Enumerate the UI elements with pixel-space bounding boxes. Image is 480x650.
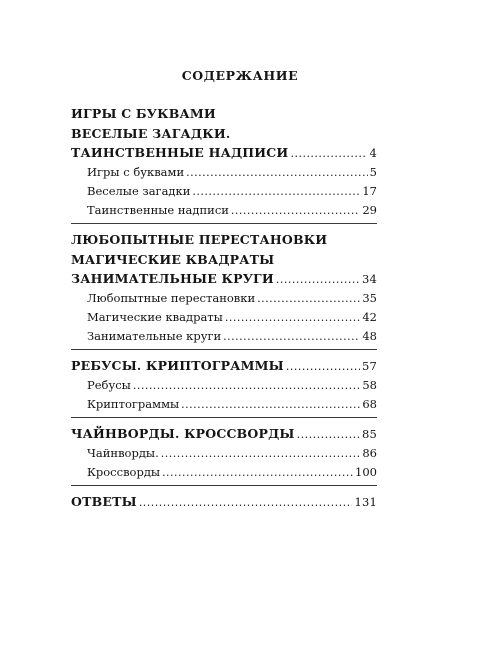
entry-label: Занимательные круги [87,329,222,343]
page-number: 100 [355,465,377,479]
dot-leader [133,376,361,395]
page-number: 17 [362,184,377,198]
toc-entry[interactable] [71,327,377,346]
table-of-contents [71,104,377,512]
toc-entry[interactable] [71,444,377,463]
entry-label: Игры с буквами [87,165,185,179]
toc-section [71,492,377,512]
toc-section [71,424,377,482]
section-divider [71,485,377,486]
toc-entry[interactable] [71,376,377,395]
toc-entry-section[interactable] [71,424,377,444]
toc-entry[interactable] [71,163,377,182]
dot-leader [162,463,353,482]
section-divider [71,223,377,224]
page-number: 68 [362,397,377,411]
page-title: СОДЕРЖАНИЕ [181,68,299,83]
dot-leader [290,144,367,164]
dot-leader [181,395,360,414]
dot-leader [139,493,353,513]
page-number: 58 [362,378,377,392]
page-number: 34 [361,272,377,286]
page-number: 57 [361,359,377,373]
toc-entry[interactable] [71,289,377,308]
entry-label: Криптограммы [87,397,180,411]
dot-leader [257,289,360,308]
toc-entry-section[interactable] [71,492,377,512]
section-divider [71,349,377,350]
dot-leader [297,425,360,445]
entry-label: Веселые загадки [87,184,191,198]
section-divider [71,417,377,418]
toc-entry[interactable] [71,201,377,220]
section-heading-line: ВЕСЕЛЫЕ ЗАГАДКИ. [71,125,231,141]
dot-leader [286,357,360,377]
page-number: 35 [362,291,377,305]
dot-leader [276,270,360,290]
section-heading-line: МАГИЧЕСКИЕ КВАДРАТЫ [71,251,275,267]
entry-label: Чайнворды. [87,446,159,460]
toc-entry-section[interactable] [71,143,377,163]
dot-leader [186,163,368,182]
toc-entry[interactable] [71,463,377,482]
entry-label: ЗАНИМАТЕЛЬНЫЕ КРУГИ [71,271,274,286]
page-number: 131 [354,495,377,509]
toc-entry[interactable] [71,308,377,327]
entry-label: ЧАЙНВОРДЫ. КРОССВОРДЫ [71,426,295,441]
page-number: 5 [369,165,377,179]
section-heading-line: ИГРЫ С БУКВАМИ [71,106,216,121]
entry-label: Магические квадраты [87,310,223,324]
dot-leader [192,182,360,201]
toc-entry[interactable] [71,395,377,414]
toc-entry-section[interactable] [71,269,377,289]
toc-section [71,104,377,220]
dot-leader [161,444,361,463]
page-number: 86 [362,446,377,460]
toc-entry[interactable] [71,182,377,201]
entry-label: Кроссворды [87,465,161,479]
toc-section [71,230,377,346]
dot-leader [225,308,361,327]
entry-label: ТАИНСТВЕННЫЕ НАДПИСИ [71,145,289,160]
entry-label: Ребусы [87,378,131,392]
entry-label: ОТВЕТЫ [71,494,137,509]
toc-entry-section[interactable] [71,356,377,376]
dot-leader [223,327,360,346]
dot-leader [231,201,360,220]
entry-label: РЕБУСЫ. КРИПТОГРАММЫ [71,358,284,373]
entry-label: Таинственные надписи [87,203,229,217]
page-number: 29 [362,203,377,217]
page-number: 4 [369,146,377,160]
section-heading-line: ЛЮБОПЫТНЫЕ ПЕРЕСТАНОВКИ [71,232,328,247]
page-number: 42 [362,310,377,324]
entry-label: Любопытные перестановки [87,291,256,305]
toc-section [71,356,377,414]
page-number: 85 [361,427,377,441]
page-number: 48 [362,329,377,343]
